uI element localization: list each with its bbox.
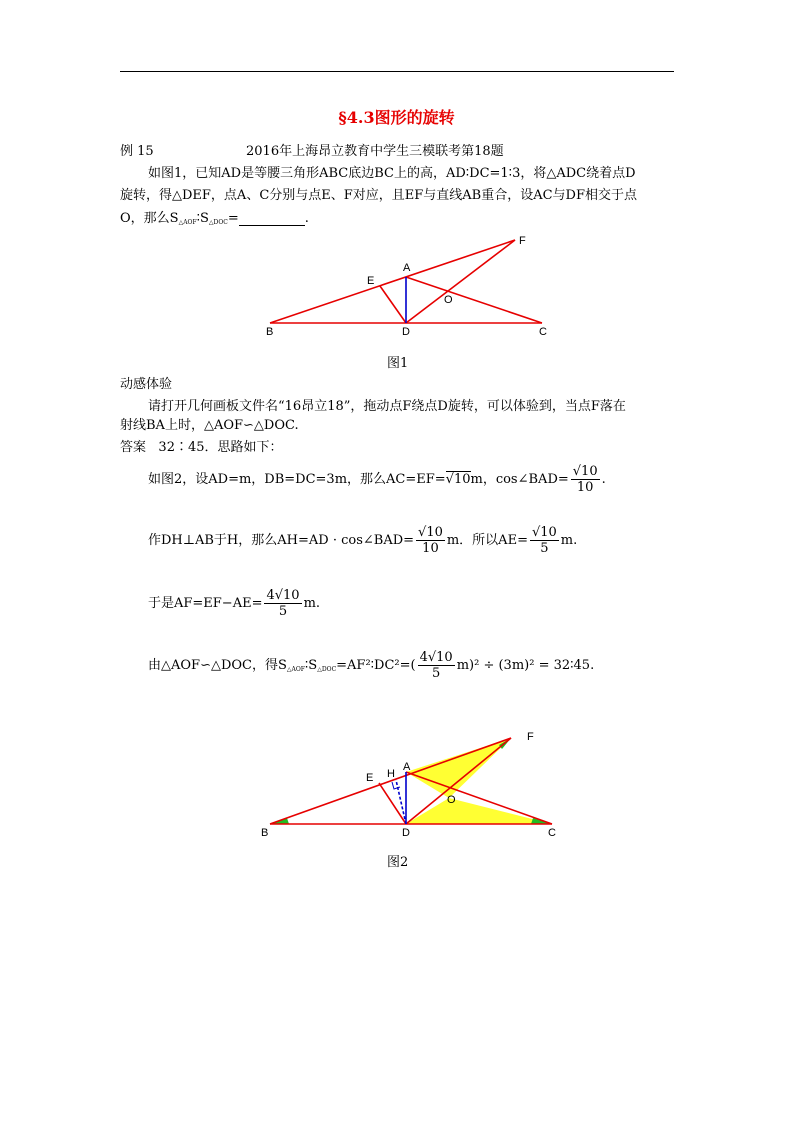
step-4-den: 5 xyxy=(432,666,441,681)
header-rule xyxy=(120,71,674,72)
step-4-num: 4√10 xyxy=(419,650,453,665)
figure-2-red-lines xyxy=(270,738,552,824)
problem-line-3-eq: = xyxy=(227,211,239,226)
step-4-sub-1: △AOF xyxy=(286,666,305,673)
answer-blank xyxy=(239,213,305,226)
step-4-tail: m)² ÷ (3m)² = 32∶45. xyxy=(456,658,595,673)
fig2-label-o: O xyxy=(447,794,456,806)
fig1-line-bf xyxy=(270,240,515,323)
fig2-label-c: C xyxy=(548,827,556,839)
problem-line-3 xyxy=(120,207,309,226)
step-2-num: √10 xyxy=(418,525,443,540)
area-sub-aof: △AOF xyxy=(178,219,197,226)
step-1-den: 10 xyxy=(576,480,594,495)
fig1-line-df xyxy=(406,240,515,323)
fig2-label-a: A xyxy=(403,761,411,773)
step-1-fraction xyxy=(571,464,600,495)
problem-line-3-start: O，那么S xyxy=(120,211,179,226)
step-4 xyxy=(148,650,594,681)
step-2-text: 作DH⊥AB于H，那么AH=AD · cos∠BAD= xyxy=(148,533,415,548)
fig1-label-d: D xyxy=(402,326,410,338)
figure-1-caption: 图1 xyxy=(387,356,409,371)
step-2 xyxy=(148,525,577,556)
step-2-den-2: 5 xyxy=(540,541,549,556)
step-4-sub-2: △DOC xyxy=(317,666,337,673)
fig2-triangle-doc xyxy=(406,798,552,824)
step-2-fraction-2 xyxy=(530,525,559,556)
fig2-label-d: D xyxy=(402,827,410,839)
fig1-label-b: B xyxy=(266,326,274,338)
experience-line-1: 请打开几何画板文件名“16昂立18”，拖动点F绕点D旋转，可以体验到，当点F落在 xyxy=(148,399,626,414)
step-3 xyxy=(148,588,320,619)
fig1-label-a: A xyxy=(403,262,411,274)
step-1-text: 如图2，设AD=m，DB=DC=3m，那么AC=EF= xyxy=(148,472,446,487)
fig2-label-e: E xyxy=(366,772,374,784)
answer-line xyxy=(120,436,283,455)
step-4-fraction xyxy=(418,650,455,681)
section-title: §4.3图形的旋转 xyxy=(338,108,455,127)
fig1-label-e: E xyxy=(367,275,375,287)
problem-line-1: 如图1，已知AD是等腰三角形ABC底边BC上的高，AD∶DC=1∶3，将△ADC绕着点D xyxy=(148,166,636,181)
fig1-line-de xyxy=(380,286,406,323)
step-3-end: m. xyxy=(303,596,321,611)
step-2-fraction-1 xyxy=(416,525,445,556)
step-3-text: 于是AF=EF−AE= xyxy=(148,596,263,611)
step-4-eq: =AF²∶DC²=( xyxy=(336,658,416,673)
answer-label: 答案 xyxy=(120,440,147,455)
figure-2 xyxy=(255,728,565,843)
step-2-end: m. xyxy=(560,533,578,548)
step-1-num: √10 xyxy=(572,464,598,479)
example-label: 例 15 xyxy=(120,144,154,159)
problem-line-2: 旋转，得△DEF，点A、C分别与点E、F对应，且EF与直线AB重合，设AC与DF相交于点 xyxy=(120,188,638,203)
fig2-label-b: B xyxy=(261,827,269,839)
step-1-m: m，cos∠BAD= xyxy=(470,472,569,487)
step-1 xyxy=(148,464,606,495)
step-4-text: 由△AOF∽△DOC，得S xyxy=(148,658,287,673)
step-2-den: 10 xyxy=(422,541,439,556)
figure-2-caption: 图2 xyxy=(387,855,409,870)
step-1-sqrt: √10 xyxy=(445,472,471,487)
problem-line-3-ratio: ∶S xyxy=(196,211,209,226)
experience-line-2: 射线BA上时，△AOF∽△DOC. xyxy=(120,418,299,433)
experience-heading: 动感体验 xyxy=(120,377,173,392)
fig1-label-c: C xyxy=(539,326,547,338)
example-source: 2016年上海昂立教育中学生三模联考第18题 xyxy=(246,144,504,159)
answer-text: 32∶45．思路如下： xyxy=(158,440,283,455)
step-1-end: . xyxy=(601,472,606,487)
fig1-line-ac xyxy=(406,277,542,323)
step-3-den: 5 xyxy=(278,604,288,619)
step-3-fraction xyxy=(264,588,301,619)
problem-line-3-end: . xyxy=(304,211,309,226)
area-sub-doc: △DOC xyxy=(208,219,228,226)
figure-1 xyxy=(255,232,555,342)
fig1-label-f: F xyxy=(519,235,526,247)
step-3-num: 4√10 xyxy=(266,588,300,603)
step-2-num-2: √10 xyxy=(531,525,557,540)
step-2-mid: m．所以AE= xyxy=(446,533,528,548)
fig2-label-h: H xyxy=(387,768,395,780)
fig1-label-o: O xyxy=(444,294,453,306)
step-4-mid: ∶S xyxy=(304,658,318,673)
fig2-triangle-aof xyxy=(406,738,511,798)
fig2-label-f: F xyxy=(527,731,534,743)
